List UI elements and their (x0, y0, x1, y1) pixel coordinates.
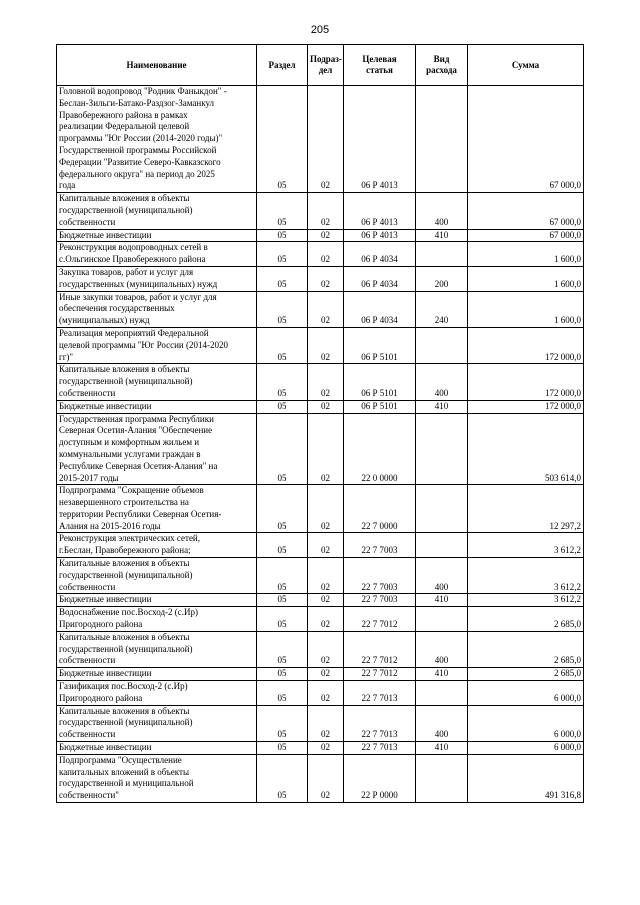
row-target-cell: 22 7 7013 (344, 681, 416, 706)
table-row (57, 681, 584, 706)
row-type-cell: 410 (416, 229, 468, 242)
row-section-cell: 05 (257, 607, 308, 632)
col-header-subsection: Подраз- дел (308, 45, 344, 86)
row-name-cell: Головной водопровод "Родник Фаныкдон" - Беслан-Зильги-Батако-Раздзог-Заманкул Правобережного района в рамках реализации Федеральной целевой программы "Юг России (2014-2020 годы)" Государственной программы Российской Федерации "Развитие Северо-Кавказского федерального округа" на период до 2025 года (57, 86, 257, 193)
row-name-cell: Капитальные вложения в объекты государственной (муниципальной) собственности (57, 631, 257, 667)
row-target-cell: 22 7 7003 (344, 594, 416, 607)
row-name-cell: Реконструкция электрических сетей, г.Беслан, Правобережного района; (57, 533, 257, 558)
col-header-section: Раздел (257, 45, 308, 86)
row-subsection-cell: 02 (308, 558, 344, 594)
row-sum-cell: 172 000,0 (468, 327, 584, 363)
table-row (57, 607, 584, 632)
row-target-cell: 06 Р 5101 (344, 364, 416, 400)
row-target-cell: 22 7 7003 (344, 533, 416, 558)
table-row (57, 705, 584, 741)
row-sum-cell: 172 000,0 (468, 364, 584, 400)
row-target-cell: 22 0 0000 (344, 413, 416, 485)
row-name-cell: Капитальные вложения в объекты государственной (муниципальной) собственности (57, 705, 257, 741)
row-name-cell: Водоснабжение пос.Восход-2 (с.Ир) Пригородного района (57, 607, 257, 632)
row-sum-cell: 67 000,0 (468, 229, 584, 242)
row-subsection-cell: 02 (308, 242, 344, 267)
row-type-cell (416, 86, 468, 193)
table-row (57, 631, 584, 667)
row-subsection-cell: 02 (308, 291, 344, 327)
row-name-cell: Капитальные вложения в объекты государственной (муниципальной) собственности (57, 558, 257, 594)
row-sum-cell: 2 685,0 (468, 668, 584, 681)
row-sum-cell: 1 600,0 (468, 266, 584, 291)
row-subsection-cell: 02 (308, 229, 344, 242)
row-target-cell: 22 7 7012 (344, 631, 416, 667)
table-row (57, 558, 584, 594)
row-section-cell: 05 (257, 266, 308, 291)
row-name-cell: Закупка товаров, работ и услуг для государственных (муниципальных) нужд (57, 266, 257, 291)
row-target-cell: 22 7 7013 (344, 742, 416, 755)
row-target-cell: 06 Р 4034 (344, 266, 416, 291)
table-row (57, 413, 584, 485)
row-type-cell: 240 (416, 291, 468, 327)
row-section-cell: 05 (257, 558, 308, 594)
row-sum-cell: 2 685,0 (468, 631, 584, 667)
col-header-target: Целевая статья (344, 45, 416, 86)
row-sum-cell: 503 614,0 (468, 413, 584, 485)
row-sum-cell: 172 000,0 (468, 400, 584, 413)
col-header-type: Вид расхода (416, 45, 468, 86)
row-type-cell: 400 (416, 558, 468, 594)
row-sum-cell: 1 600,0 (468, 242, 584, 267)
row-subsection-cell: 02 (308, 607, 344, 632)
row-type-cell (416, 607, 468, 632)
row-subsection-cell: 02 (308, 266, 344, 291)
table-row (57, 242, 584, 267)
row-name-cell: Подпрограмма "Осуществление капитальных вложений в объекты государственной и муниципальной собственности" (57, 754, 257, 802)
row-section-cell: 05 (257, 400, 308, 413)
row-target-cell: 22 7 7012 (344, 668, 416, 681)
row-name-cell: Бюджетные инвестиции (57, 594, 257, 607)
row-type-cell (416, 754, 468, 802)
row-target-cell: 22 7 7012 (344, 607, 416, 632)
table-row (57, 754, 584, 802)
row-type-cell: 400 (416, 631, 468, 667)
row-name-cell: Реализация мероприятий Федеральной целевой программы "Юг России (2014-2020 гг)" (57, 327, 257, 363)
row-subsection-cell: 02 (308, 533, 344, 558)
col-header-sum: Сумма (468, 45, 584, 86)
table-row (57, 229, 584, 242)
row-type-cell: 410 (416, 668, 468, 681)
row-subsection-cell: 02 (308, 193, 344, 229)
row-target-cell: 06 Р 4013 (344, 86, 416, 193)
row-target-cell: 06 Р 4034 (344, 242, 416, 267)
row-subsection-cell: 02 (308, 631, 344, 667)
row-name-cell: Бюджетные инвестиции (57, 742, 257, 755)
row-section-cell: 05 (257, 594, 308, 607)
row-type-cell: 410 (416, 594, 468, 607)
row-name-cell: Газификация пос.Восход-2 (с.Ир) Пригородного района (57, 681, 257, 706)
table-row (57, 291, 584, 327)
row-sum-cell: 3 612,2 (468, 533, 584, 558)
table-row (57, 86, 584, 193)
row-sum-cell: 67 000,0 (468, 193, 584, 229)
row-type-cell: 400 (416, 705, 468, 741)
row-subsection-cell: 02 (308, 594, 344, 607)
row-subsection-cell: 02 (308, 668, 344, 681)
row-name-cell: Капитальные вложения в объекты государственной (муниципальной) собственности (57, 193, 257, 229)
table-row (57, 668, 584, 681)
row-sum-cell: 2 685,0 (468, 607, 584, 632)
row-sum-cell: 6 000,0 (468, 705, 584, 741)
row-target-cell: 06 Р 5101 (344, 400, 416, 413)
row-type-cell (416, 485, 468, 533)
row-section-cell: 05 (257, 668, 308, 681)
row-type-cell: 410 (416, 742, 468, 755)
row-sum-cell: 6 000,0 (468, 681, 584, 706)
table-header-row (57, 45, 584, 86)
row-target-cell: 06 Р 4034 (344, 291, 416, 327)
row-type-cell (416, 413, 468, 485)
row-sum-cell: 1 600,0 (468, 291, 584, 327)
row-section-cell: 05 (257, 291, 308, 327)
row-subsection-cell: 02 (308, 400, 344, 413)
row-name-cell: Подпрограмма "Сокращение объемов незавершенного строительства на территории Республики Северная Осетия- Алания на 2015-2016 годы (57, 485, 257, 533)
row-sum-cell: 6 000,0 (468, 742, 584, 755)
row-sum-cell: 3 612,2 (468, 558, 584, 594)
row-section-cell: 05 (257, 631, 308, 667)
row-name-cell: Бюджетные инвестиции (57, 229, 257, 242)
table-row (57, 400, 584, 413)
row-section-cell: 05 (257, 413, 308, 485)
row-name-cell: Реконструкция водопроводных сетей в с.Ольгинское Правобережного района (57, 242, 257, 267)
row-type-cell: 400 (416, 193, 468, 229)
row-section-cell: 05 (257, 364, 308, 400)
row-target-cell: 06 Р 4013 (344, 193, 416, 229)
row-section-cell: 05 (257, 485, 308, 533)
row-sum-cell: 12 297,2 (468, 485, 584, 533)
row-subsection-cell: 02 (308, 364, 344, 400)
row-type-cell: 200 (416, 266, 468, 291)
page-number: 205 (310, 24, 330, 36)
row-section-cell: 05 (257, 705, 308, 741)
table-row (57, 533, 584, 558)
table-row (57, 364, 584, 400)
row-section-cell: 05 (257, 229, 308, 242)
row-subsection-cell: 02 (308, 754, 344, 802)
row-sum-cell: 491 316,8 (468, 754, 584, 802)
row-name-cell: Бюджетные инвестиции (57, 668, 257, 681)
row-target-cell: 22 7 7013 (344, 705, 416, 741)
row-name-cell: Иные закупки товаров, работ и услуг для обеспечения государственных (муниципальных) нужд (57, 291, 257, 327)
row-target-cell: 22 7 0000 (344, 485, 416, 533)
row-subsection-cell: 02 (308, 705, 344, 741)
row-target-cell: 22 Р 0000 (344, 754, 416, 802)
row-section-cell: 05 (257, 742, 308, 755)
row-section-cell: 05 (257, 193, 308, 229)
table-row (57, 193, 584, 229)
row-section-cell: 05 (257, 242, 308, 267)
table-row (57, 485, 584, 533)
row-name-cell: Государственная программа Республики Северная Осетия-Алания "Обеспечение доступным и комфортным жильем и коммунальными услугами граждан в Республике Северная Осетия-Алания" на 2015-2017 годы (57, 413, 257, 485)
row-name-cell: Капитальные вложения в объекты государственной (муниципальной) собственности (57, 364, 257, 400)
row-subsection-cell: 02 (308, 742, 344, 755)
row-type-cell: 400 (416, 364, 468, 400)
row-name-cell: Бюджетные инвестиции (57, 400, 257, 413)
row-sum-cell: 3 612,2 (468, 594, 584, 607)
row-subsection-cell: 02 (308, 485, 344, 533)
table-row (57, 742, 584, 755)
col-header-name: Наименование (57, 45, 257, 86)
row-section-cell: 05 (257, 754, 308, 802)
budget-table (56, 44, 584, 803)
row-subsection-cell: 02 (308, 413, 344, 485)
row-target-cell: 06 Р 5101 (344, 327, 416, 363)
row-target-cell: 22 7 7003 (344, 558, 416, 594)
row-type-cell (416, 533, 468, 558)
table-row (57, 327, 584, 363)
row-section-cell: 05 (257, 86, 308, 193)
row-target-cell: 06 Р 4013 (344, 229, 416, 242)
table-row (57, 594, 584, 607)
row-type-cell (416, 681, 468, 706)
row-sum-cell: 67 000,0 (468, 86, 584, 193)
row-section-cell: 05 (257, 327, 308, 363)
row-subsection-cell: 02 (308, 86, 344, 193)
row-type-cell (416, 327, 468, 363)
table-row (57, 266, 584, 291)
row-subsection-cell: 02 (308, 327, 344, 363)
row-section-cell: 05 (257, 681, 308, 706)
row-type-cell: 410 (416, 400, 468, 413)
row-section-cell: 05 (257, 533, 308, 558)
row-type-cell (416, 242, 468, 267)
row-subsection-cell: 02 (308, 681, 344, 706)
